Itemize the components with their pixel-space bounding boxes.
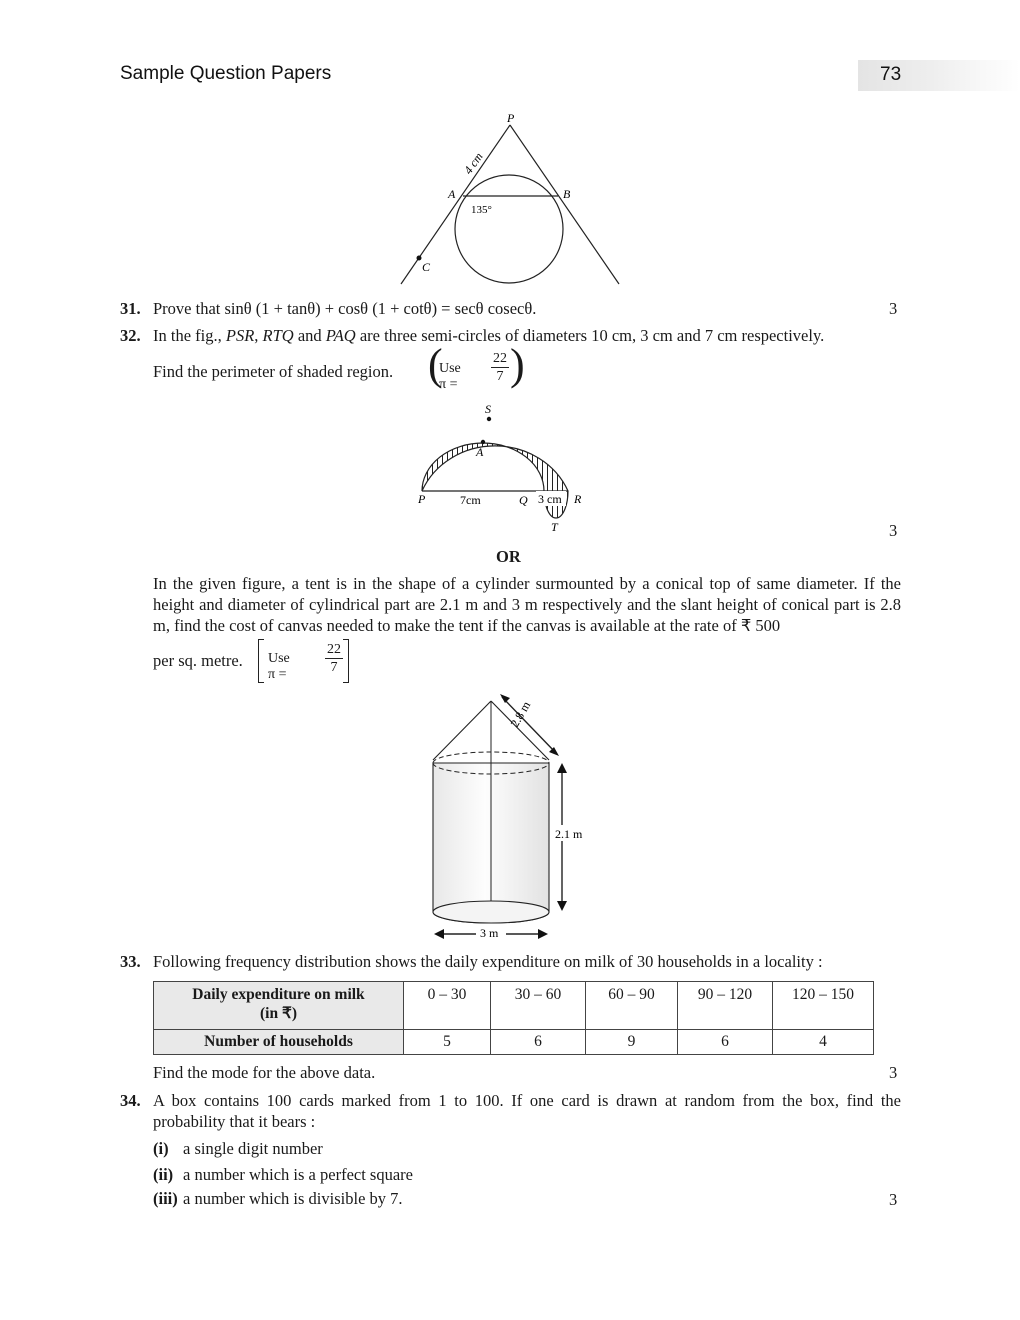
or-label: OR — [496, 547, 521, 566]
fig32-label-s: S — [485, 402, 491, 416]
q32-or-tail: per sq. metre. — [153, 651, 243, 670]
table-cell: 0 – 30 — [404, 982, 491, 1030]
q32-number: 32. — [120, 326, 141, 345]
q32-or-pi-den: 7 — [330, 660, 338, 675]
q34-part-i: (i) a single digit number — [153, 1139, 323, 1158]
fig30-label-angle: 135° — [471, 204, 492, 216]
tent-label-diameter: 3 m — [480, 926, 499, 940]
q34-number: 34. — [120, 1091, 141, 1110]
table-header-households: Number of households — [154, 1030, 404, 1055]
q33-text: Following frequency distribution shows the daily expenditure on milk of 30 households in a locality : — [153, 952, 823, 971]
table-cell: 6 — [491, 1030, 586, 1055]
header-title: Sample Question Papers — [120, 63, 332, 84]
table-cell: 60 – 90 — [586, 982, 678, 1030]
table-row — [154, 1030, 874, 1055]
q33-number: 33. — [120, 952, 141, 971]
table-cell: 4 — [773, 1030, 874, 1055]
table-cell: 30 – 60 — [491, 982, 586, 1030]
q34-part-iii: (iii) a number which is divisible by 7. — [153, 1189, 403, 1208]
tent-label-height: 2.1 m — [555, 827, 583, 841]
q31-marks: 3 — [889, 299, 898, 318]
fig30-label-side: 4 cm — [460, 149, 486, 177]
q33-marks: 3 — [889, 1063, 898, 1082]
q32-pi-num: 22 — [493, 351, 507, 366]
table-cell: 90 – 120 — [678, 982, 773, 1030]
q32-line2: Find the perimeter of shaded region. — [153, 362, 394, 381]
tent-label-slant: 2.8 m — [507, 698, 534, 730]
table-cell: 6 — [678, 1030, 773, 1055]
fig30-label-b: B — [563, 187, 571, 201]
q32-or-text: In the given figure, a tent is in the shape of a cylinder surmounted by a conical top of same diameter. If the height and diameter of cylindrical part are 2.1 m and 3 m respectively and the slant height of conical part is 2.8 m, find the cost of canvas needed to make the tent if the canvas is available at the rate of ₹ 500 — [153, 574, 901, 635]
tangent-circle-figure — [395, 108, 630, 293]
q32-use-pi: Use π = — [439, 361, 461, 392]
fig30-label-a: A — [448, 187, 456, 201]
fig32-label-p: P — [418, 492, 426, 506]
q32-line1: In the fig., PSR, RTQ and PAQ are three semi-circles of diameters 10 cm, 3 cm and 7 cm respectively. — [153, 326, 825, 345]
frequency-table — [153, 981, 874, 1055]
q32-or-use-pi: Use π = — [268, 651, 290, 682]
fig32-label-r: R — [574, 492, 582, 506]
fig30-label-p: P — [507, 111, 515, 125]
fig32-label-qr: 3 cm — [538, 492, 562, 506]
tent-figure — [420, 690, 600, 945]
fig30-label-c: C — [422, 260, 431, 274]
q31-text: Prove that sinθ (1 + tanθ) + cosθ (1 + cotθ) = secθ cosecθ. — [153, 299, 537, 318]
q33-footer: Find the mode for the above data. — [153, 1063, 376, 1082]
q31-number: 31. — [120, 299, 141, 318]
fig32-label-pq: 7cm — [460, 493, 481, 507]
q34-marks: 3 — [889, 1190, 898, 1209]
semicircles-figure — [410, 400, 590, 540]
table-cell: 9 — [586, 1030, 678, 1055]
fig32-label-q: Q — [519, 493, 528, 507]
q32-pi-den: 7 — [496, 369, 504, 384]
q34-part-ii: (ii) a number which is a perfect square — [153, 1165, 413, 1184]
page-number: 73 — [880, 64, 902, 85]
table-row — [154, 982, 874, 1030]
q32-or-pi-num: 22 — [327, 642, 341, 657]
table-cell: 120 – 150 — [773, 982, 874, 1030]
table-cell: 5 — [404, 1030, 491, 1055]
fig32-label-t: T — [551, 520, 558, 534]
table-header-expenditure: Daily expenditure on milk (in ₹) — [154, 982, 404, 1030]
fig32-label-a: A — [476, 445, 484, 459]
q34-text: A box contains 100 cards marked from 1 to 100. If one card is drawn at random from the box, find the probability that it bears : — [153, 1091, 901, 1131]
q32-marks: 3 — [889, 521, 898, 540]
